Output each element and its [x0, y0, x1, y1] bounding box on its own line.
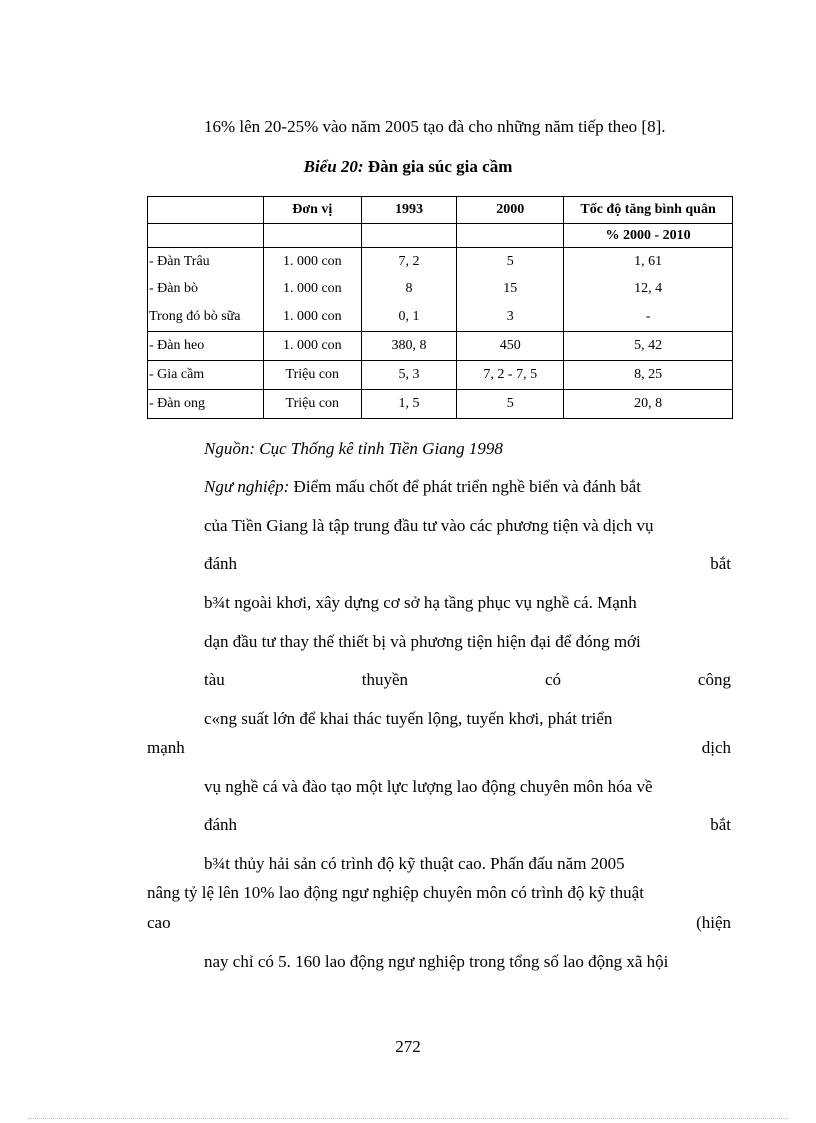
table-cell: 5, 42	[564, 332, 733, 361]
body-text: Điểm mấu chốt để phát triển nghề biển và đánh bắt	[293, 477, 641, 496]
table-cell: 20, 8	[564, 390, 733, 419]
table-row	[148, 390, 733, 419]
body-line	[204, 814, 731, 836]
body-line: nâng tỷ lệ lên 10% lao động ngư nghiệp chuyên môn có trình độ kỹ thuật	[147, 883, 644, 902]
table-cell: 15	[457, 275, 564, 303]
table-cell: Trong đó bò sữa	[148, 303, 264, 332]
table-cell: Triệu con	[263, 390, 361, 419]
empty-cell	[148, 224, 264, 248]
table-row	[148, 248, 733, 276]
table-cell: 1, 5	[361, 390, 457, 419]
table-cell: 5, 3	[361, 361, 457, 390]
body-word: mạnh	[147, 738, 185, 757]
table-cell: 380, 8	[361, 332, 457, 361]
table-cell: - Đàn ong	[148, 390, 264, 419]
caption-title: Đàn gia súc gia cầm	[367, 157, 513, 176]
table-cell: 1, 61	[564, 248, 733, 276]
header-cell: 2000	[457, 197, 564, 224]
table-cell: 1. 000 con	[263, 332, 361, 361]
body-line: b¾t ngoài khơi, xây dựng cơ sở hạ tầng phục vụ nghề cá. Mạnh	[204, 593, 637, 612]
empty-cell	[263, 224, 361, 248]
table-cell: 1. 000 con	[263, 275, 361, 303]
table-cell: Triệu con	[263, 361, 361, 390]
header-cell	[148, 197, 264, 224]
body-word: tàu	[204, 670, 225, 689]
body-word: bắt	[710, 554, 731, 573]
body-line	[204, 553, 731, 575]
table-cell: - Gia cầm	[148, 361, 264, 390]
body-word: có	[544, 670, 561, 689]
table-cell: 12, 4	[564, 275, 733, 303]
empty-cell	[361, 224, 457, 248]
header-cell: 1993	[361, 197, 457, 224]
body-word: đánh	[204, 554, 238, 573]
body-word: công	[697, 670, 731, 689]
body-line	[147, 912, 731, 934]
subheader-cell: % 2000 - 2010	[564, 224, 733, 248]
body-word: đánh	[204, 815, 238, 834]
table-cell: 8, 25	[564, 361, 733, 390]
body-word: (hiện	[696, 913, 731, 932]
table-cell: 1. 000 con	[263, 248, 361, 276]
body-line	[147, 737, 731, 759]
livestock-table	[147, 196, 733, 419]
table-cell: 3	[457, 303, 564, 332]
body-line: b¾t thủy hải sản có trình độ kỹ thuật cao. Phấn đấu năm 2005	[204, 854, 625, 873]
paragraph-top: 16% lên 20-25% vào năm 2005 tạo đà cho những năm tiếp theo [8].	[204, 117, 666, 136]
table-cell: 5	[457, 390, 564, 419]
table-cell: 7, 2	[361, 248, 457, 276]
body-word: cao	[147, 913, 171, 932]
body-line: của Tiền Giang là tập trung đầu tư vào các phương tiện và dịch vụ	[204, 516, 654, 535]
table-row	[148, 332, 733, 361]
body-line	[204, 476, 641, 498]
table-cell: 450	[457, 332, 564, 361]
body-line: vụ nghề cá và đào tạo một lực lượng lao động chuyên môn hóa về	[204, 777, 653, 796]
table-row	[148, 303, 733, 332]
table-cell: - Đàn bò	[148, 275, 264, 303]
page-number: 272	[395, 1037, 421, 1056]
body-word: thuyền	[361, 670, 408, 689]
body-line	[204, 669, 731, 691]
empty-cell	[457, 224, 564, 248]
table-cell: - Đàn heo	[148, 332, 264, 361]
table-header-row	[148, 197, 733, 224]
table-cell: 1. 000 con	[263, 303, 361, 332]
table-cell: - Đàn Trâu	[148, 248, 264, 276]
caption-label: Biểu 20:	[303, 157, 364, 176]
body-word: bắt	[710, 815, 731, 834]
page-divider	[28, 1118, 788, 1119]
header-cell: Đơn vị	[263, 197, 361, 224]
section-lead: Ngư nghiệp:	[204, 477, 290, 496]
table-caption	[0, 157, 816, 177]
table-cell: 7, 2 - 7, 5	[457, 361, 564, 390]
table-cell: -	[564, 303, 733, 332]
table-cell: 5	[457, 248, 564, 276]
table-row	[148, 361, 733, 390]
header-cell: Tốc độ tăng bình quân	[564, 197, 733, 224]
body-word: dịch	[701, 738, 731, 757]
table-subheader-row	[148, 224, 733, 248]
table-source: Nguồn: Cục Thống kê tỉnh Tiền Giang 1998	[204, 439, 503, 458]
table-cell: 0, 1	[361, 303, 457, 332]
table-row	[148, 275, 733, 303]
table-cell: 8	[361, 275, 457, 303]
body-line: dạn đầu tư thay thế thiết bị và phương tiện hiện đại để đóng mới	[204, 632, 641, 651]
body-line: c«ng suất lớn để khai thác tuyến lộng, tuyến khơi, phát triển	[204, 709, 613, 728]
body-line: nay chỉ có 5. 160 lao động ngư nghiệp trong tổng số lao động xã hội	[204, 952, 669, 971]
